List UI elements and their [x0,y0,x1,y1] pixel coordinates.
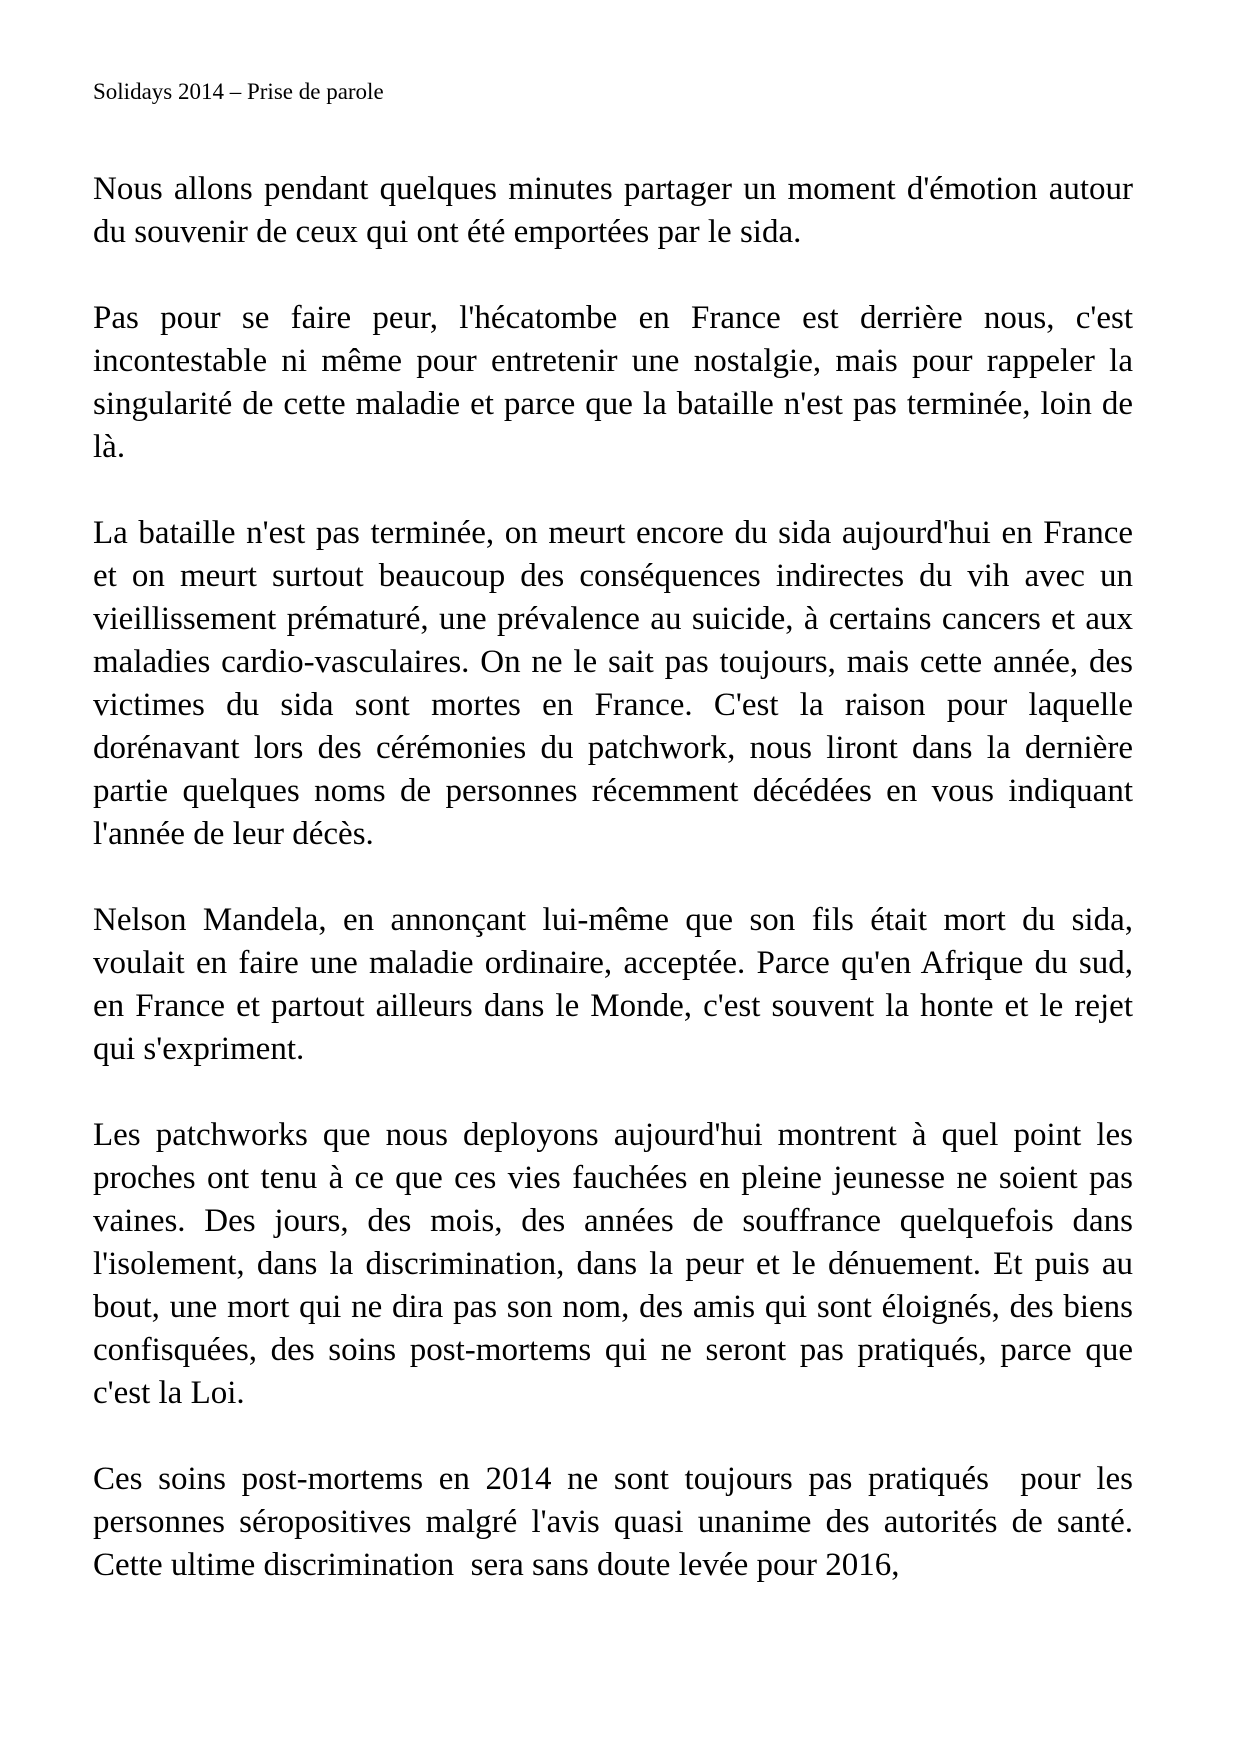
paragraph-les-patchworks: Les patchworks que nous deployons aujourd'hui montrent à quel point les proches ont tenu à ce que ces vies fauchées en pleine jeunesse ne soient pas vaines. Des jours, des mois, des années de souffrance quelquefois dans l'isolement, dans la discrimination, dans la peur et le dénuement. Et puis au bout, une mort qui ne dira pas son nom, des amis qui sont éloignés, des biens confisquées, des soins post-mortems qui ne seront pas pratiqués, parce que c'est la Loi. [93,1117,1142,1411]
paragraph-la-bataille: La bataille n'est pas terminée, on meurt encore du sida aujourd'hui en France et on meurt surtout beaucoup des conséquences indirectes du vih avec un vieillissement prématuré, une prévalence au suicide, à certains cancers et aux maladies cardio-vasculaires. On ne le sait pas toujours, mais cette année, des victimes du sida sont mortes en France. C'est la raison pour laquelle dorénavant lors des cérémonies du patchwork, nous liront dans la dernière partie quelques noms de personnes récemment décédées en vous indiquant l'année de leur décès. [93,515,1142,852]
document-body [93,168,1142,1630]
paragraph-nelson-mandela: Nelson Mandela, en annonçant lui-même que son fils était mort du sida, voulait en faire une maladie ordinaire, acceptée. Parce qu'en Afrique du sud, en France et partout ailleurs dans le Monde, c'est souvent la honte et le rejet qui s'expriment. [93,902,1142,1067]
paragraph-pas-pour-se-faire-peur: Pas pour se faire peur, l'hécatombe en France est derrière nous, c'est incontestable ni même pour entretenir une nostalgie, mais pour rappeler la singularité de cette maladie et parce que la bataille n'est pas terminée, loin de là. [93,300,1142,465]
paragraph-ces-soins-post-mortems: Ces soins post-mortems en 2014 ne sont toujours pas pratiqués pour les personnes séropositives malgré l'avis quasi unanime des autorités de santé. Cette ultime discrimination sera sans doute levée pour 2016, [93,1461,1142,1583]
document-header: Solidays 2014 – Prise de parole [93,79,384,104]
paragraph-intro: Nous allons pendant quelques minutes partager un moment d'émotion autour du souvenir de ceux qui ont été emportées par le sida. [93,171,1142,250]
